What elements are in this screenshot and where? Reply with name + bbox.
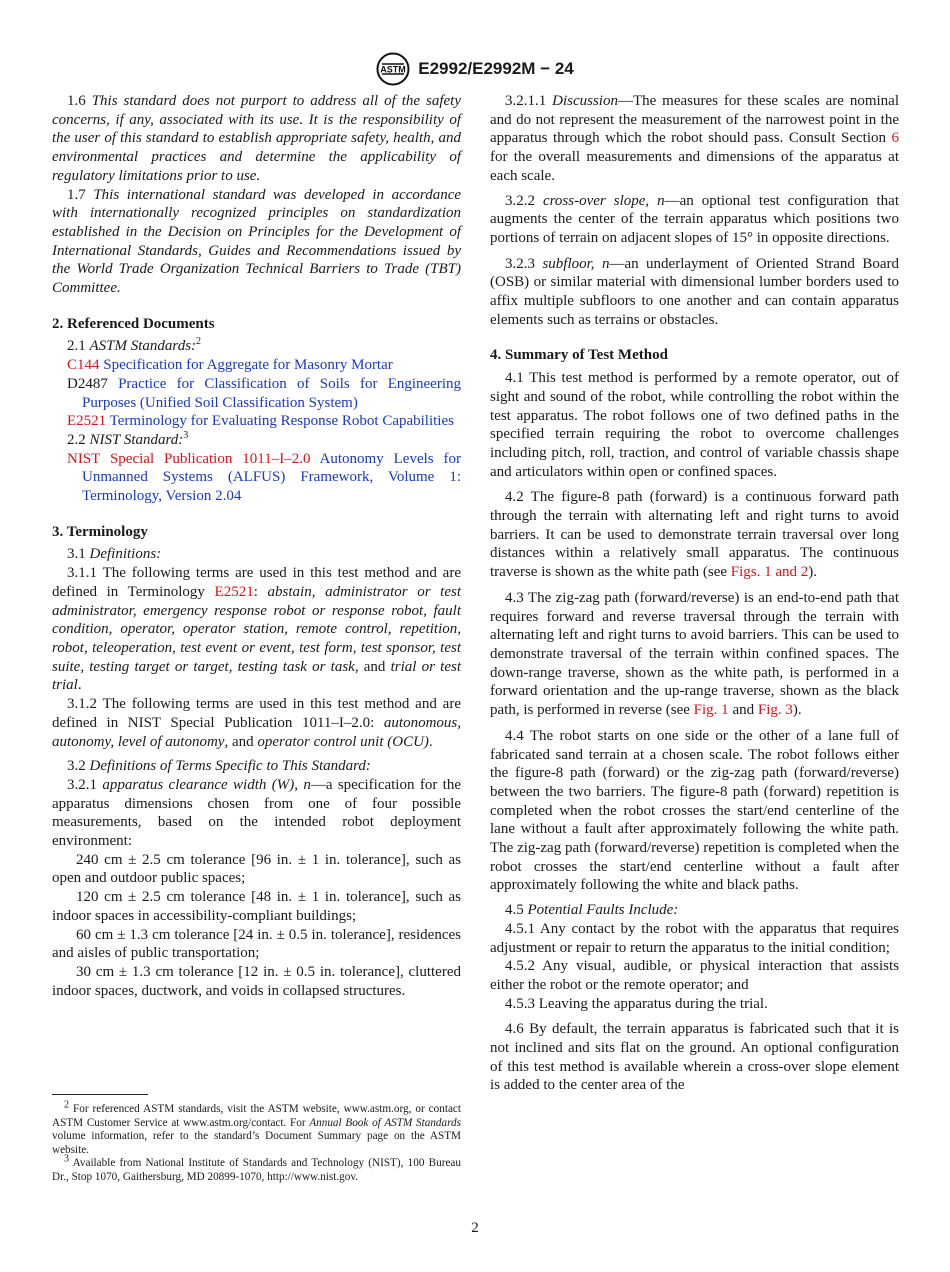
ref-d2487[interactable]: D2487 Practice for Classification of Soils for Engineering Purposes (Unified Soil Classification System): [67, 375, 462, 411]
link-figs-1-2[interactable]: Figs. 1 and 2: [730, 564, 809, 581]
link-fig-1[interactable]: Fig. 1: [693, 702, 729, 719]
page-header: [0, 52, 950, 86]
para-2-1: 2.1 ASTM Standards:$^2$: [67, 336, 202, 355]
footnote-3: $^3$ Available from National Institute of Standards and Technology (NIST), 100 Bureau Dr., Stop 1070, Gaithersburg, MD 20899-1070, http://www.nist.gov.: [52, 1153, 461, 1183]
para-3-2-1-1: 3.2.1.1 Discussion—The measures for these scales are nominal and do not represent the measurement of the narrowest point in the apparatus through which the robot should pass. Consult Section 6 for the overall measurements and dimensions of the apparatus at each scale.: [490, 93, 900, 184]
ref-e2521[interactable]: E2521 Terminology for Evaluating Response Robot Capabilities: [67, 413, 454, 430]
para-3-1: 3.1 Definitions:: [67, 546, 162, 563]
section-3-heading: 3. Terminology: [52, 523, 148, 540]
width-value-120: 120 cm ± 2.5 cm tolerance [48 in. ± 1 in. tolerance], such as indoor spaces in accessibility-compliant buildings;: [52, 889, 461, 924]
section-2-heading: 2. Referenced Documents: [52, 315, 215, 332]
footnote-rule: [52, 1094, 148, 1095]
para-4-5-3: 4.5.3 Leaving the apparatus during the trial.: [505, 995, 768, 1012]
width-value-60: 60 cm ± 1.3 cm tolerance [24 in. ± 0.5 in. tolerance], residences and aisles of public transportation;: [52, 926, 461, 962]
standard-designation: E2992/E2992M − 24: [418, 59, 574, 78]
para-4-1: 4.1 This test method is performed by a remote operator, out of sight and sound of the robot, while controlling the robot within the test apparatus. The robot follows one of two defined paths in the specified terrain requiring the robot to overcome challenges including pitch, roll, traction, and control of variable chassis shape and articulators within open or confined spaces.: [490, 370, 899, 480]
left-column: [52, 92, 461, 1000]
para-4-5-1: 4.5.1 Any contact by the robot with the apparatus that requires adjustment or repair to return the apparatus to the initial condition;: [490, 920, 899, 956]
para-2-2: 2.2 NIST Standard:$^3$: [67, 429, 189, 448]
link-fig-3[interactable]: Fig. 3: [757, 702, 793, 719]
width-value-30: 30 cm ± 1.3 cm tolerance [12 in. ± 0.5 in. tolerance], cluttered indoor spaces, ductwork, and voids in collapsed structures.: [52, 963, 461, 999]
logo-text: ASTM: [380, 64, 406, 75]
right-column: [490, 92, 899, 1095]
para-4-3: 4.3 The zig-zag path (forward/reverse) is an end-to-end path that requires forward and reverse traversal through the terrain with alternating left and right turns to avoid barriers. This can be used to demonstrate traversal of the terrain within confined spaces. The down-range traverse, shown as the white path, is performed in a forward orientation and the up-range traverse, shown as the black path, is performed in reverse (see Fig. 1 and Fig. 3).: [490, 589, 899, 719]
para-3-2-1: 3.2.1 apparatus clearance width (W), n—a specification for the apparatus dimensions chosen from one of four possible measurements, based on the intended robot deployment environment:: [52, 776, 461, 850]
page-number: 2: [471, 1220, 479, 1236]
section-4-heading: 4. Summary of Test Method: [490, 347, 668, 364]
para-4-6: 4.6 By default, the terrain apparatus is fabricated such that it is not inclined and sits flat on the ground. An optional configuration of this test method is available wherein a cross-over slope element is added to the center area of the: [490, 1021, 899, 1094]
ref-nist[interactable]: NIST Special Publication 1011–I–2.0 Autonomy Levels for Unmanned Systems (ALFUS) Framework, Volume 1: Terminology, Version 2.04: [67, 450, 461, 505]
para-3-2-2: 3.2.2 cross-over slope, n—an optional test configuration that augments the center of the terrain apparatus which positions two portions of terrain on adjacent slopes of 15° in opposite directions.: [490, 192, 899, 246]
para-3-2: 3.2 Definitions of Terms Specific to This Standard:: [67, 758, 371, 775]
footnote-2: $^2$ For referenced ASTM standards, visit the ASTM website, www.astm.org, or contact ASTM Customer Service at www.astm.org/contact. For Annual Book of ASTM Standards volume information, refer to the standard’s Document Summary page on the ASTM website.: [52, 1099, 461, 1156]
footnotes: [52, 1099, 461, 1185]
link-e2521[interactable]: E2521: [214, 583, 254, 600]
para-3-1-1: 3.1.1 The following terms are used in this test method and are defined in Terminology E2521: abstain, administrator or test administrator, emergency response robot or response robot, fault condition, operator, operator station, remote control, repetition, robot, teleoperation, test event or event, test form, test sponsor, test suite, testing target or target, testing task or task, and trial or test trial.: [52, 565, 462, 694]
para-3-1-2: 3.1.2 The following terms are used in this test method and are defined in NIST Special Publication 1011–I–2.0: autonomous, autonomy, level of autonomy, and operator control unit (OCU).: [52, 696, 461, 750]
link-section-6[interactable]: 6: [891, 130, 899, 147]
astm-logo-icon: [376, 52, 410, 86]
ref-c144[interactable]: C144 Specification for Aggregate for Masonry Mortar: [67, 357, 393, 374]
para-1-6: 1.6 This standard does not purport to address all of the safety concerns, if any, associated with its use. It is the responsibility of the user of this standard to establish appropriate safety, health, and environmental practices and determine the applicability of regulatory limitations prior to use.: [52, 93, 462, 184]
para-3-2-3: 3.2.3 subfloor, n—an underlayment of Oriented Strand Board (OSB) or similar material with dimensional lumber borders used to affix multiple subfloors to one another and can contain apparatus elements such as terrains or obstacles.: [490, 255, 900, 328]
para-4-4: 4.4 The robot starts on one side or the other of a lane full of fabricated sand terrain at a chosen scale. The robot follows either the figure-8 path (forward) or the zig-zag path (forward/reverse) between the two barriers. The figure-8 path (forward) repetition is completed when the robot crosses the start/end centerline of the lane without a fault after approximately following the white path. The zig-zag path (forward/reverse) repetition is completed when the robot crosses the start/end centerline without a fault after approximately following the white and black paths.: [490, 727, 899, 894]
para-1-7: 1.7 This international standard was developed in accordance with internationally recognized principles on standardization established in the Decision on Principles for the Development of International Standards, Guides and Recommendations issued by the World Trade Organization Technical Barriers to Trade (TBT) Committee.: [52, 186, 462, 297]
para-4-5-2: 4.5.2 Any visual, audible, or physical interaction that assists either the robot or the remote operator; and: [490, 958, 899, 993]
para-4-2: 4.2 The figure-8 path (forward) is a continuous forward path through the terrain with alternating left and right turns to avoid barriers. It can be used to demonstrate terrain traversal over long distances within a relatively small apparatus. The continuous traverse is shown as the white path (see Figs. 1 and 2).: [490, 489, 899, 581]
width-value-240: 240 cm ± 2.5 cm tolerance [96 in. ± 1 in. tolerance], such as open and outdoor public spaces;: [52, 851, 461, 887]
para-4-5: 4.5 Potential Faults Include:: [505, 902, 679, 919]
